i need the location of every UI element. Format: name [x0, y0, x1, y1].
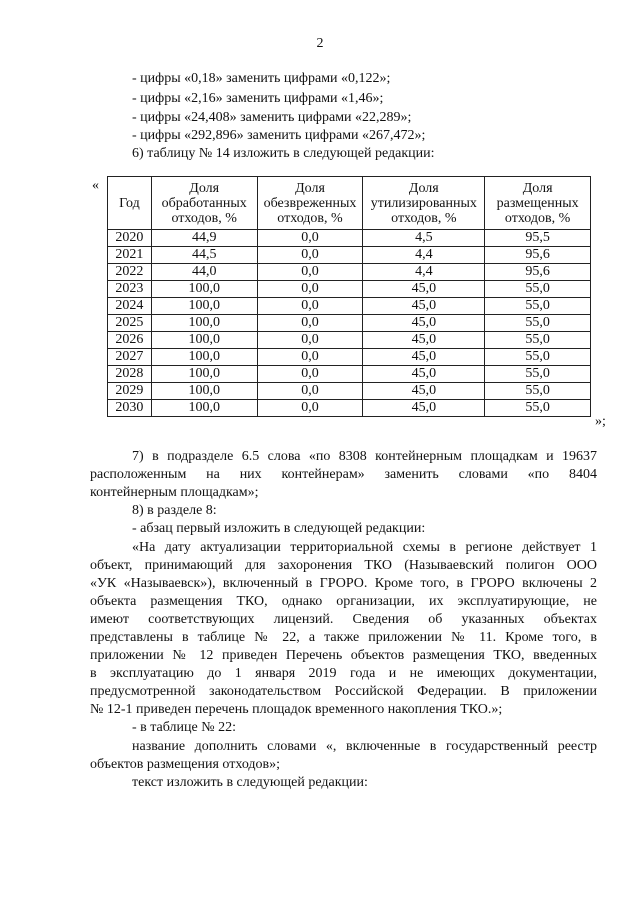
cell-disposed: 55,0: [485, 366, 591, 383]
cell-neutralized: 0,0: [257, 349, 363, 366]
cell-year: 2027: [108, 349, 152, 366]
quote-paragraph-line: представлены в таблице № 22, а также приложении № 11. Кроме того, в: [90, 630, 597, 645]
quote-paragraph-line: объект, принимающий для захоронения ТКО (Называевский полигон ООО: [90, 558, 597, 573]
cell-disposed: 55,0: [485, 315, 591, 332]
table-row: [108, 383, 591, 400]
cell-year: 2029: [108, 383, 152, 400]
quote-paragraph-line: «На дату актуализации территориальной схемы в регионе действует 1: [132, 540, 597, 555]
cell-neutralized: 0,0: [257, 298, 363, 315]
name-instruction-line: название дополнить словами «, включенные в государственный реестр: [132, 739, 597, 754]
cell-year: 2020: [108, 230, 152, 247]
table-22-instruction: - в таблице № 22:: [132, 720, 236, 735]
cell-year: 2026: [108, 332, 152, 349]
table-row: [108, 366, 591, 383]
cell-year: 2023: [108, 281, 152, 298]
cell-utilized: 45,0: [363, 366, 485, 383]
cell-neutralized: 0,0: [257, 247, 363, 264]
cell-disposed: 55,0: [485, 349, 591, 366]
cell-year: 2025: [108, 315, 152, 332]
table-row: [108, 349, 591, 366]
cell-utilized: 4,5: [363, 230, 485, 247]
cell-year: 2028: [108, 366, 152, 383]
quote-open: «: [92, 178, 99, 193]
cell-utilized: 45,0: [363, 400, 485, 417]
cell-disposed: 55,0: [485, 400, 591, 417]
cell-neutralized: 0,0: [257, 264, 363, 281]
text-instruction: текст изложить в следующей редакции:: [132, 775, 368, 790]
table-row: [108, 315, 591, 332]
cell-utilized: 45,0: [363, 315, 485, 332]
quote-paragraph-line: предусмотренной законодательством Российской Федерации. В приложении: [90, 684, 597, 699]
cell-neutralized: 0,0: [257, 383, 363, 400]
replacement-line: - цифры «0,18» заменить цифрами «0,122»;: [132, 71, 391, 86]
item-7-line: контейнерным площадкам»;: [90, 485, 259, 500]
header-neutralized: Доля обезвреженных отходов, %: [257, 177, 363, 230]
name-instruction-line: объектов размещения отходов»;: [90, 757, 281, 772]
cell-utilized: 45,0: [363, 383, 485, 400]
cell-processed: 100,0: [151, 281, 257, 298]
header-processed: Доля обработанных отходов, %: [151, 177, 257, 230]
cell-processed: 44,9: [151, 230, 257, 247]
table-row: [108, 264, 591, 281]
cell-processed: 100,0: [151, 400, 257, 417]
cell-processed: 100,0: [151, 349, 257, 366]
item-8-text: 8) в разделе 8:: [132, 503, 217, 518]
cell-disposed: 95,5: [485, 230, 591, 247]
replacement-line: - цифры «2,16» заменить цифрами «1,46»;: [132, 91, 384, 106]
cell-processed: 44,0: [151, 264, 257, 281]
item-7-line: 7) в подразделе 6.5 слова «по 8308 контейнерным площадкам и 19637: [132, 449, 597, 464]
table-header-row: [108, 177, 591, 230]
cell-utilized: 45,0: [363, 332, 485, 349]
paragraph-instruction: - абзац первый изложить в следующей редакции:: [132, 521, 426, 536]
item-6-text: 6) таблицу № 14 изложить в следующей редакции:: [132, 146, 435, 161]
cell-neutralized: 0,0: [257, 230, 363, 247]
cell-neutralized: 0,0: [257, 400, 363, 417]
cell-processed: 44,5: [151, 247, 257, 264]
cell-disposed: 95,6: [485, 247, 591, 264]
item-7-line: расположенным на них контейнерам» заменить словами «по 8404: [90, 467, 597, 482]
cell-utilized: 4,4: [363, 264, 485, 281]
cell-utilized: 45,0: [363, 349, 485, 366]
quote-paragraph-line: приложении № 12 приведен Перечень объектов размещения ТКО, введенных: [90, 648, 597, 663]
table-row: [108, 281, 591, 298]
table-row: [108, 332, 591, 349]
quote-paragraph-line: «УК «Называевск»), включенный в ГРОРО. Кроме того, в ГРОРО включены 2: [90, 576, 597, 591]
table-row: [108, 230, 591, 247]
cell-neutralized: 0,0: [257, 315, 363, 332]
cell-disposed: 55,0: [485, 332, 591, 349]
quote-paragraph-line: имеют соответствующих лицензий. Сведения об указанных объектах: [90, 612, 597, 627]
cell-year: 2030: [108, 400, 152, 417]
table-row: [108, 298, 591, 315]
page-number: 2: [316, 36, 324, 51]
cell-processed: 100,0: [151, 383, 257, 400]
cell-processed: 100,0: [151, 332, 257, 349]
table-14: [107, 176, 591, 417]
table-row: [108, 247, 591, 264]
quote-paragraph-line: № 12-1 приведен перечень площадок временного накопления ТКО.»;: [90, 702, 503, 717]
cell-utilized: 4,4: [363, 247, 485, 264]
cell-neutralized: 0,0: [257, 281, 363, 298]
cell-year: 2022: [108, 264, 152, 281]
cell-utilized: 45,0: [363, 298, 485, 315]
cell-neutralized: 0,0: [257, 332, 363, 349]
quote-close: »;: [595, 414, 606, 429]
cell-processed: 100,0: [151, 315, 257, 332]
replacement-line: - цифры «24,408» заменить цифрами «22,289»;: [132, 110, 412, 125]
header-disposed: Доля размещенных отходов, %: [485, 177, 591, 230]
quote-paragraph-line: объекта размещения ТКО, однако организации, их эксплуатирующие, не: [90, 594, 597, 609]
header-utilized: Доля утилизированных отходов, %: [363, 177, 485, 230]
quote-paragraph-line: в эксплуатацию до 1 января 2019 года и не имеющих документации,: [90, 666, 597, 681]
table-row: [108, 400, 591, 417]
header-year: Год: [108, 177, 152, 230]
cell-disposed: 95,6: [485, 264, 591, 281]
cell-utilized: 45,0: [363, 281, 485, 298]
cell-neutralized: 0,0: [257, 366, 363, 383]
cell-disposed: 55,0: [485, 298, 591, 315]
replacement-line: - цифры «292,896» заменить цифрами «267,472»;: [132, 128, 426, 143]
cell-year: 2024: [108, 298, 152, 315]
cell-processed: 100,0: [151, 366, 257, 383]
cell-year: 2021: [108, 247, 152, 264]
cell-disposed: 55,0: [485, 281, 591, 298]
cell-disposed: 55,0: [485, 383, 591, 400]
cell-processed: 100,0: [151, 298, 257, 315]
